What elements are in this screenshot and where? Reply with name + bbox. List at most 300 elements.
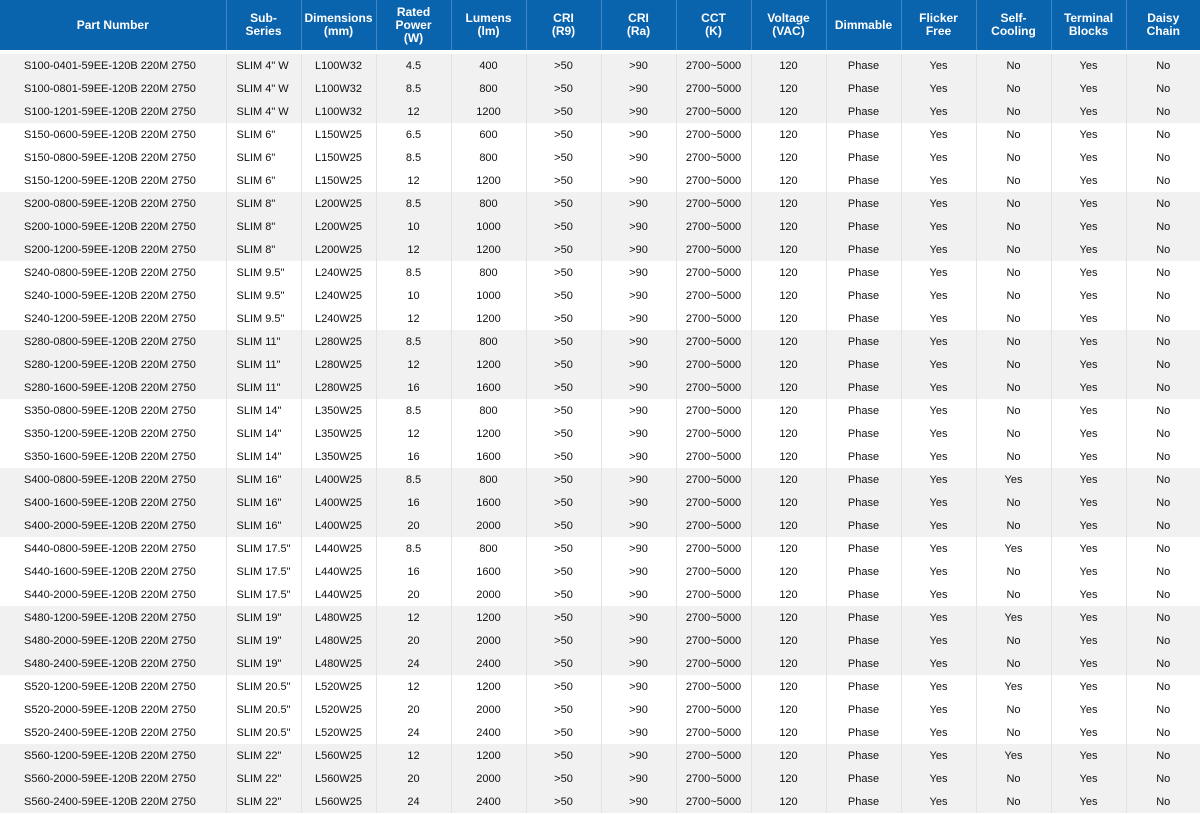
cell-voltage: 120 [751,514,826,537]
table-row [0,307,1200,330]
cell-dimmable: Phase [826,721,901,744]
cell-terminal: Yes [1051,606,1126,629]
cell-flicker: Yes [901,675,976,698]
cell-flicker: Yes [901,445,976,468]
cell-ra: >90 [601,215,676,238]
cell-terminal: Yes [1051,790,1126,813]
cell-r9: >50 [526,721,601,744]
cell-ra: >90 [601,468,676,491]
cell-terminal: Yes [1051,123,1126,146]
cell-flicker: Yes [901,514,976,537]
cell-r9: >50 [526,238,601,261]
column-header-daisy [1126,0,1200,50]
cell-ra: >90 [601,261,676,284]
cell-sub: SLIM 17.5" [226,560,301,583]
cell-cooling: No [976,583,1051,606]
cell-part: S440-1600-59EE-120B 220M 2750 [0,560,226,583]
cell-r9: >50 [526,468,601,491]
cell-part: S400-1600-59EE-120B 220M 2750 [0,491,226,514]
cell-lumens: 800 [451,537,526,560]
cell-daisy: No [1126,468,1200,491]
column-header-label: (mm) [323,24,354,38]
cell-power: 8.5 [376,77,451,100]
table-row [0,123,1200,146]
cell-daisy: No [1126,514,1200,537]
cell-terminal: Yes [1051,422,1126,445]
cell-part: S200-1000-59EE-120B 220M 2750 [0,215,226,238]
cell-voltage: 120 [751,537,826,560]
cell-ra: >90 [601,445,676,468]
cell-cct: 2700~5000 [676,721,751,744]
cell-power: 12 [376,422,451,445]
cell-r9: >50 [526,330,601,353]
cell-sub: SLIM 6" [226,146,301,169]
cell-cooling: No [976,629,1051,652]
table-row [0,629,1200,652]
cell-sub: SLIM 17.5" [226,583,301,606]
cell-sub: SLIM 9.5" [226,261,301,284]
cell-flicker: Yes [901,353,976,376]
cell-ra: >90 [601,238,676,261]
cell-terminal: Yes [1051,261,1126,284]
cell-terminal: Yes [1051,491,1126,514]
cell-power: 12 [376,307,451,330]
cell-flicker: Yes [901,790,976,813]
cell-voltage: 120 [751,77,826,100]
cell-part: S350-1200-59EE-120B 220M 2750 [0,422,226,445]
cell-power: 20 [376,698,451,721]
cell-cct: 2700~5000 [676,491,751,514]
cell-cct: 2700~5000 [676,468,751,491]
cell-r9: >50 [526,353,601,376]
cell-power: 10 [376,284,451,307]
cell-terminal: Yes [1051,169,1126,192]
cell-part: S480-1200-59EE-120B 220M 2750 [0,606,226,629]
cell-cooling: No [976,514,1051,537]
cell-ra: >90 [601,192,676,215]
cell-daisy: No [1126,77,1200,100]
cell-lumens: 1200 [451,353,526,376]
cell-dimmable: Phase [826,537,901,560]
column-header-label: Voltage [767,11,810,25]
cell-r9: >50 [526,54,601,77]
cell-cooling: No [976,192,1051,215]
table-row [0,491,1200,514]
cell-dimmable: Phase [826,767,901,790]
cell-voltage: 120 [751,767,826,790]
cell-terminal: Yes [1051,77,1126,100]
cell-ra: >90 [601,169,676,192]
cell-dim: L440W25 [301,583,376,606]
cell-cct: 2700~5000 [676,123,751,146]
cell-ra: >90 [601,284,676,307]
cell-part: S560-2000-59EE-120B 220M 2750 [0,767,226,790]
cell-cooling: No [976,560,1051,583]
cell-dim: L560W25 [301,767,376,790]
cell-dim: L150W25 [301,123,376,146]
cell-dimmable: Phase [826,491,901,514]
cell-sub: SLIM 11" [226,376,301,399]
cell-power: 16 [376,376,451,399]
cell-cooling: No [976,399,1051,422]
cell-sub: SLIM 22" [226,790,301,813]
cell-dimmable: Phase [826,698,901,721]
column-header-label: Dimmable [834,17,893,32]
cell-lumens: 1200 [451,307,526,330]
cell-ra: >90 [601,376,676,399]
cell-power: 20 [376,629,451,652]
cell-cct: 2700~5000 [676,744,751,767]
cell-dim: L100W32 [301,77,376,100]
cell-power: 16 [376,491,451,514]
cell-sub: SLIM 16" [226,514,301,537]
column-header-label: Sub- [250,11,277,25]
cell-dimmable: Phase [826,560,901,583]
cell-dimmable: Phase [826,330,901,353]
cell-dim: L400W25 [301,514,376,537]
cell-voltage: 120 [751,652,826,675]
cell-cooling: No [976,491,1051,514]
cell-daisy: No [1126,790,1200,813]
cell-part: S150-1200-59EE-120B 220M 2750 [0,169,226,192]
cell-dimmable: Phase [826,284,901,307]
cell-lumens: 600 [451,123,526,146]
cell-sub: SLIM 14" [226,399,301,422]
cell-lumens: 1200 [451,100,526,123]
cell-voltage: 120 [751,261,826,284]
cell-ra: >90 [601,123,676,146]
cell-cct: 2700~5000 [676,192,751,215]
column-header-label: Self- [1000,11,1027,25]
cell-voltage: 120 [751,146,826,169]
cell-power: 6.5 [376,123,451,146]
cell-dim: L400W25 [301,468,376,491]
cell-cooling: No [976,77,1051,100]
cell-lumens: 2400 [451,721,526,744]
cell-cooling: No [976,767,1051,790]
cell-voltage: 120 [751,698,826,721]
cell-part: S100-0801-59EE-120B 220M 2750 [0,77,226,100]
cell-lumens: 800 [451,399,526,422]
cell-cooling: Yes [976,606,1051,629]
cell-dimmable: Phase [826,215,901,238]
column-header-label: Flicker [919,11,958,25]
cell-voltage: 120 [751,307,826,330]
cell-dim: L480W25 [301,606,376,629]
cell-lumens: 2000 [451,767,526,790]
cell-power: 8.5 [376,537,451,560]
cell-terminal: Yes [1051,583,1126,606]
cell-sub: SLIM 6" [226,169,301,192]
cell-ra: >90 [601,54,676,77]
column-header-label: Chain [1146,24,1180,38]
cell-part: S280-1200-59EE-120B 220M 2750 [0,353,226,376]
cell-sub: SLIM 22" [226,744,301,767]
cell-dim: L200W25 [301,215,376,238]
cell-dimmable: Phase [826,744,901,767]
cell-r9: >50 [526,537,601,560]
cell-sub: SLIM 20.5" [226,675,301,698]
cell-dimmable: Phase [826,675,901,698]
cell-cooling: No [976,445,1051,468]
cell-lumens: 1200 [451,422,526,445]
cell-lumens: 1600 [451,491,526,514]
cell-dim: L280W25 [301,353,376,376]
cell-cooling: No [976,698,1051,721]
cell-voltage: 120 [751,353,826,376]
cell-power: 12 [376,675,451,698]
cell-terminal: Yes [1051,238,1126,261]
cell-power: 20 [376,583,451,606]
cell-terminal: Yes [1051,537,1126,560]
cell-daisy: No [1126,284,1200,307]
cell-sub: SLIM 9.5" [226,284,301,307]
cell-dim: L200W25 [301,192,376,215]
column-header-label: Series [245,24,282,38]
cell-lumens: 2400 [451,790,526,813]
cell-power: 8.5 [376,399,451,422]
cell-daisy: No [1126,54,1200,77]
cell-lumens: 1600 [451,445,526,468]
cell-power: 8.5 [376,192,451,215]
cell-voltage: 120 [751,445,826,468]
cell-terminal: Yes [1051,629,1126,652]
cell-dim: L350W25 [301,422,376,445]
cell-r9: >50 [526,192,601,215]
cell-terminal: Yes [1051,767,1126,790]
cell-ra: >90 [601,399,676,422]
cell-cct: 2700~5000 [676,629,751,652]
cell-flicker: Yes [901,721,976,744]
cell-cct: 2700~5000 [676,169,751,192]
cell-cct: 2700~5000 [676,353,751,376]
cell-power: 24 [376,721,451,744]
column-header-label: CCT [701,11,726,25]
cell-terminal: Yes [1051,54,1126,77]
column-header-cooling [976,0,1051,50]
table-row [0,652,1200,675]
cell-daisy: No [1126,123,1200,146]
column-header-flicker [901,0,976,50]
cell-daisy: No [1126,238,1200,261]
cell-part: S440-0800-59EE-120B 220M 2750 [0,537,226,560]
cell-part: S480-2000-59EE-120B 220M 2750 [0,629,226,652]
cell-dimmable: Phase [826,169,901,192]
cell-voltage: 120 [751,330,826,353]
cell-dim: L350W25 [301,399,376,422]
cell-dimmable: Phase [826,422,901,445]
cell-power: 4.5 [376,54,451,77]
table-row [0,606,1200,629]
cell-dim: L150W25 [301,146,376,169]
cell-ra: >90 [601,353,676,376]
cell-cct: 2700~5000 [676,261,751,284]
table-row [0,422,1200,445]
cell-power: 8.5 [376,261,451,284]
table-row [0,146,1200,169]
column-header-label: Part Number [76,17,149,32]
header-row [0,0,1200,50]
cell-daisy: No [1126,215,1200,238]
cell-part: S100-1201-59EE-120B 220M 2750 [0,100,226,123]
cell-terminal: Yes [1051,376,1126,399]
column-header-label: Terminal [1063,11,1114,25]
table-row [0,537,1200,560]
cell-dim: L560W25 [301,790,376,813]
column-header-label: Cooling [991,24,1036,38]
cell-sub: SLIM 11" [226,330,301,353]
cell-part: S240-0800-59EE-120B 220M 2750 [0,261,226,284]
cell-flicker: Yes [901,376,976,399]
cell-r9: >50 [526,491,601,514]
cell-r9: >50 [526,169,601,192]
cell-cooling: No [976,261,1051,284]
cell-daisy: No [1126,629,1200,652]
cell-ra: >90 [601,307,676,330]
cell-dimmable: Phase [826,100,901,123]
cell-terminal: Yes [1051,721,1126,744]
cell-flicker: Yes [901,767,976,790]
cell-ra: >90 [601,77,676,100]
cell-dimmable: Phase [826,307,901,330]
cell-daisy: No [1126,744,1200,767]
table-row [0,169,1200,192]
cell-flicker: Yes [901,307,976,330]
cell-dimmable: Phase [826,445,901,468]
table-row [0,675,1200,698]
cell-part: S400-0800-59EE-120B 220M 2750 [0,468,226,491]
cell-ra: >90 [601,583,676,606]
cell-ra: >90 [601,560,676,583]
cell-voltage: 120 [751,422,826,445]
cell-dim: L280W25 [301,376,376,399]
cell-lumens: 1200 [451,675,526,698]
table-row [0,744,1200,767]
cell-cooling: No [976,422,1051,445]
cell-cct: 2700~5000 [676,767,751,790]
table-row [0,215,1200,238]
cell-flicker: Yes [901,123,976,146]
cell-flicker: Yes [901,330,976,353]
table-row [0,721,1200,744]
cell-r9: >50 [526,146,601,169]
cell-terminal: Yes [1051,468,1126,491]
cell-sub: SLIM 19" [226,629,301,652]
column-header-voltage [751,0,826,50]
cell-r9: >50 [526,767,601,790]
column-header-r9 [526,0,601,50]
column-header-power [376,0,451,50]
cell-sub: SLIM 17.5" [226,537,301,560]
cell-dimmable: Phase [826,629,901,652]
column-header-label: CRI [628,11,649,25]
cell-cooling: No [976,307,1051,330]
cell-power: 12 [376,238,451,261]
cell-part: S150-0800-59EE-120B 220M 2750 [0,146,226,169]
cell-cct: 2700~5000 [676,330,751,353]
cell-part: S150-0600-59EE-120B 220M 2750 [0,123,226,146]
cell-flicker: Yes [901,54,976,77]
table-row [0,583,1200,606]
cell-flicker: Yes [901,215,976,238]
cell-sub: SLIM 14" [226,445,301,468]
cell-terminal: Yes [1051,284,1126,307]
cell-voltage: 120 [751,215,826,238]
cell-r9: >50 [526,560,601,583]
cell-cct: 2700~5000 [676,146,751,169]
cell-lumens: 2000 [451,698,526,721]
cell-lumens: 800 [451,77,526,100]
cell-cooling: No [976,169,1051,192]
cell-dimmable: Phase [826,652,901,675]
cell-cooling: Yes [976,537,1051,560]
cell-sub: SLIM 4" W [226,54,301,77]
cell-sub: SLIM 19" [226,606,301,629]
cell-dim: L100W32 [301,100,376,123]
cell-part: S440-2000-59EE-120B 220M 2750 [0,583,226,606]
column-header-label: Blocks [1068,24,1109,38]
cell-power: 12 [376,100,451,123]
cell-r9: >50 [526,123,601,146]
cell-cct: 2700~5000 [676,583,751,606]
cell-part: S350-1600-59EE-120B 220M 2750 [0,445,226,468]
cell-power: 24 [376,790,451,813]
cell-ra: >90 [601,652,676,675]
cell-part: S240-1000-59EE-120B 220M 2750 [0,284,226,307]
cell-ra: >90 [601,629,676,652]
cell-lumens: 2000 [451,583,526,606]
column-header-label: (K) [705,24,722,38]
cell-dimmable: Phase [826,353,901,376]
column-header-label: (VAC) [772,24,805,38]
cell-lumens: 1200 [451,606,526,629]
cell-part: S520-2400-59EE-120B 220M 2750 [0,721,226,744]
cell-voltage: 120 [751,744,826,767]
cell-voltage: 120 [751,606,826,629]
cell-lumens: 1200 [451,169,526,192]
cell-lumens: 800 [451,146,526,169]
cell-sub: SLIM 19" [226,652,301,675]
cell-voltage: 120 [751,100,826,123]
cell-terminal: Yes [1051,514,1126,537]
table-row [0,514,1200,537]
cell-ra: >90 [601,330,676,353]
cell-daisy: No [1126,399,1200,422]
cell-power: 10 [376,215,451,238]
table-row [0,767,1200,790]
cell-cct: 2700~5000 [676,652,751,675]
cell-daisy: No [1126,422,1200,445]
cell-terminal: Yes [1051,675,1126,698]
cell-cooling: No [976,652,1051,675]
column-header-label: Daisy [1147,11,1180,25]
cell-dimmable: Phase [826,54,901,77]
cell-dim: L440W25 [301,560,376,583]
cell-power: 16 [376,445,451,468]
cell-dim: L560W25 [301,744,376,767]
cell-sub: SLIM 6" [226,123,301,146]
cell-part: S560-2400-59EE-120B 220M 2750 [0,790,226,813]
cell-r9: >50 [526,422,601,445]
cell-daisy: No [1126,698,1200,721]
cell-lumens: 1600 [451,376,526,399]
cell-flicker: Yes [901,652,976,675]
cell-ra: >90 [601,146,676,169]
cell-cct: 2700~5000 [676,790,751,813]
cell-ra: >90 [601,514,676,537]
cell-part: S200-1200-59EE-120B 220M 2750 [0,238,226,261]
cell-flicker: Yes [901,192,976,215]
